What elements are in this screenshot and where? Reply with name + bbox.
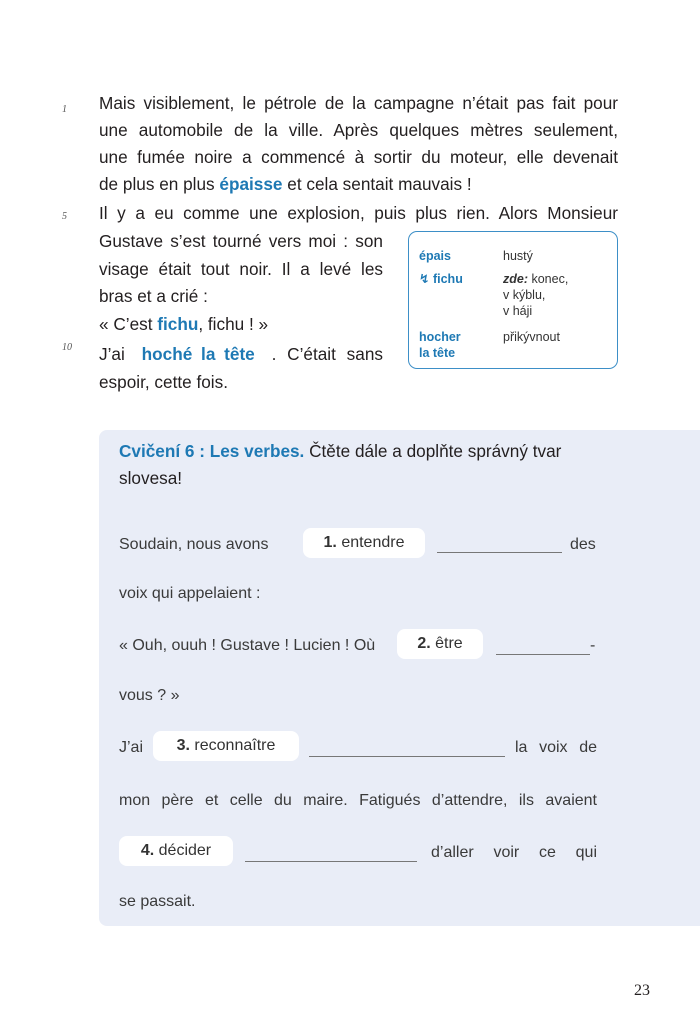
glossary-term-line: hocher (419, 330, 461, 344)
verb-hint-1 (303, 528, 425, 558)
story-text-fragment: , fichu ! » (198, 314, 269, 334)
glossary-term (419, 271, 463, 287)
hint-number: 2. (417, 635, 431, 652)
exercise-text: voix qui appelaient : (119, 585, 261, 602)
verb-hint-4 (119, 836, 233, 866)
glossary-definition: přikývnout (503, 330, 560, 344)
exercise-text: vous ? » (119, 687, 180, 704)
glossary-definition (503, 271, 568, 319)
story-line: une fumée noire a commencé à sortir du moteur, elle devenait (99, 147, 618, 167)
line-number: 5 (62, 211, 67, 222)
glossary-definition: hustý (503, 249, 533, 263)
glossary-term (419, 329, 461, 361)
page-number: 23 (634, 982, 650, 999)
story-line: une automobile de la ville. Après quelques mètres seulement, (99, 120, 618, 140)
exercise-instruction: Čtěte dále a doplňte správný tvar slovesa! (119, 441, 562, 488)
story-line: visage était tout noir. Il a levé les (99, 259, 383, 279)
definition-prefix: zde: (503, 272, 528, 286)
definition-line: v kýblu, (503, 288, 546, 302)
hint-verb: reconnaître (194, 737, 276, 754)
verb-hint-2 (397, 629, 483, 659)
glossary-term: épais (419, 249, 451, 263)
answer-blank-1[interactable] (437, 552, 562, 553)
exercise-text: des (570, 536, 596, 553)
glossary-term-text: fichu (432, 272, 463, 286)
definition-line: konec, (531, 272, 569, 286)
keyword-hoche-la-tete: hoché la tête (141, 344, 255, 364)
story-line: Gustave s’est tourné vers moi : son (99, 231, 383, 251)
story-line (99, 311, 268, 339)
exercise-text: Soudain, nous avons (119, 536, 269, 553)
hint-number: 4. (140, 842, 155, 859)
story-text-fragment: « C’est (99, 314, 158, 334)
exercise-box (99, 430, 700, 926)
story-line (99, 171, 472, 199)
keyword-fichu: fichu (157, 314, 199, 334)
answer-blank-4[interactable] (245, 861, 417, 862)
exercise-text: mon père et celle du maire. Fatigués d’attendre, ils avaient (119, 792, 597, 809)
answer-blank-2[interactable] (496, 654, 590, 655)
exercise-label: Cvičení 6 : Les verbes. (119, 441, 305, 461)
glossary-box (408, 231, 618, 369)
story-line (99, 341, 383, 369)
line-number: 10 (62, 342, 72, 353)
answer-blank-3[interactable] (309, 756, 505, 757)
story-text-fragment: et cela sentait mauvais ! (282, 174, 472, 194)
hint-number: 3. (176, 737, 190, 754)
exercise-title (119, 438, 589, 492)
hint-verb: décider (158, 842, 212, 859)
story-line: espoir, cette fois. (99, 372, 228, 392)
keyword-epaisse: épaisse (219, 174, 283, 194)
hint-verb: être (435, 635, 463, 652)
story-text-fragment: de plus en plus (99, 174, 220, 194)
definition-line: v háji (503, 304, 533, 318)
story-line: Mais visiblement, le pétrole de la campagne n’était pas fait pour (99, 93, 618, 113)
story-text-fragment: . C’était sans (271, 344, 383, 364)
exercise-text: « Ouh, ouuh ! Gustave ! Lucien ! Où (119, 637, 376, 654)
glossary-term-line: la tête (419, 346, 456, 360)
story-text-fragment: J’ai (99, 344, 125, 364)
line-number: 1 (62, 104, 67, 115)
exercise-text: - (590, 637, 596, 654)
lightning-icon: ↯ (419, 272, 430, 286)
exercise-text: d’aller voir ce qui (431, 844, 597, 861)
verb-hint-3 (153, 731, 299, 761)
story-line: bras et a crié : (99, 286, 208, 306)
story-line: Il y a eu comme une explosion, puis plus rien. Alors Monsieur (99, 203, 618, 223)
exercise-text: la voix de (515, 739, 597, 756)
hint-number: 1. (323, 534, 337, 551)
hint-verb: entendre (341, 534, 405, 551)
exercise-text: se passait. (119, 893, 196, 910)
exercise-text: J’ai (119, 739, 144, 756)
